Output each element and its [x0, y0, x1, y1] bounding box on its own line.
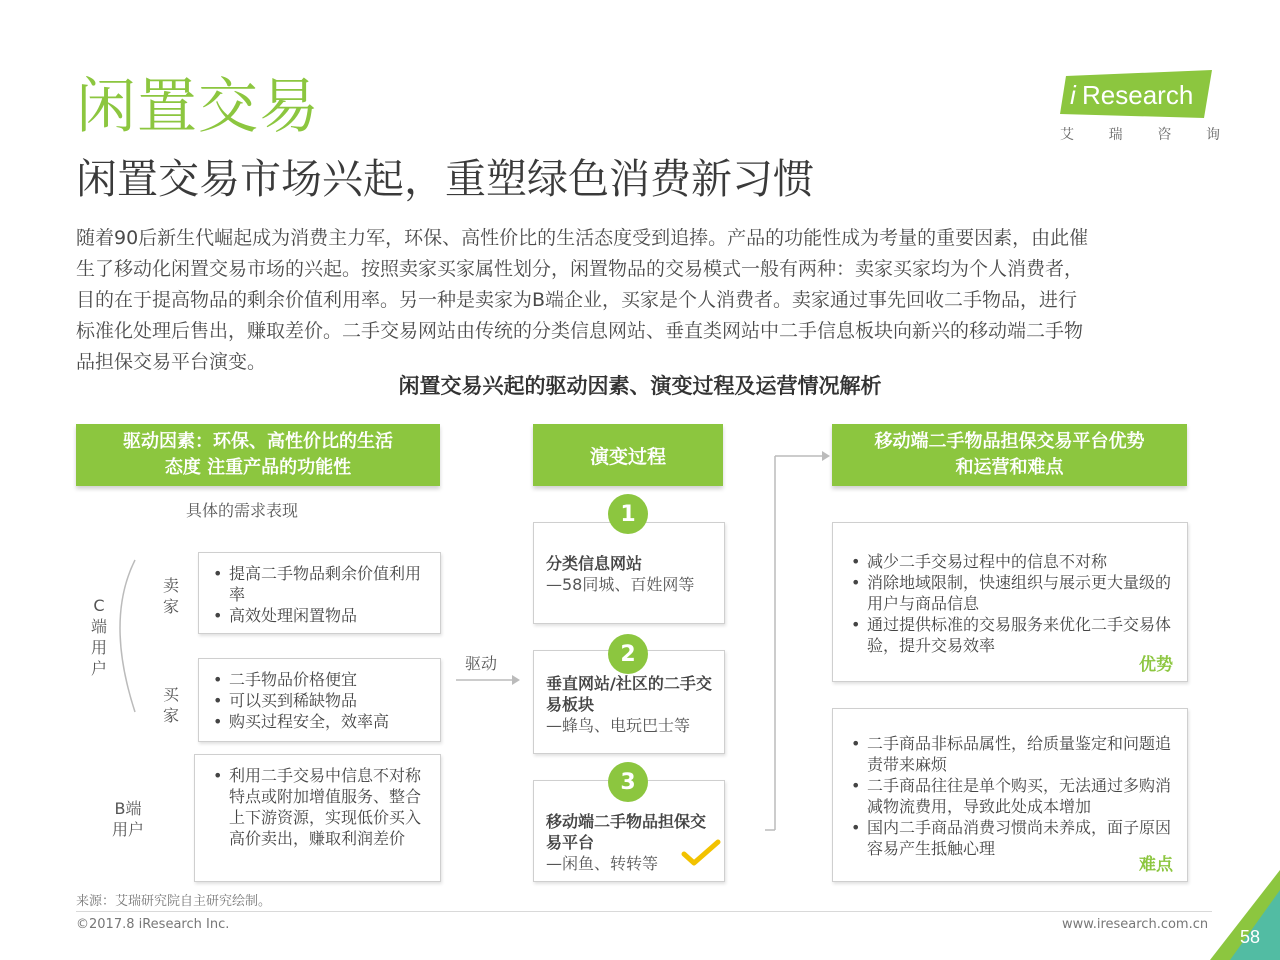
- drivers-header: [76, 424, 440, 486]
- b-user-line: 用户: [111, 820, 144, 839]
- headline: 闲置交易市场兴起，重塑绿色消费新习惯: [76, 155, 814, 203]
- step-example: —58同城、百姓网等: [546, 575, 695, 594]
- advantage-tag: 优势: [1139, 655, 1173, 675]
- buyer-item: • 可以买到稀缺物品: [207, 690, 432, 711]
- intro-line: 生了移动化闲置交易市场的兴起。按照卖家买家属性划分，闲置物品的交易模式一般有两种：卖家买家均为个人消费者，: [76, 258, 1084, 280]
- step-name: 垂直网站/社区的二手交易板块: [546, 674, 712, 714]
- difficulty-tag: 难点: [1139, 855, 1173, 875]
- logo-i: i: [1070, 80, 1076, 110]
- diagram-title: 闲置交易兴起的驱动因素、演变过程及运营情况解析: [398, 374, 882, 398]
- difficulty-item: • 二手商品非标品属性，给质量鉴定和问题追责带来麻烦: [845, 733, 1173, 775]
- step-example: —闲鱼、转转等: [546, 854, 659, 873]
- step-example: —蜂鸟、电玩巴士等: [546, 716, 691, 735]
- buyer-label: 买家: [162, 685, 179, 725]
- b-user-item: • 利用二手交易中信息不对称特点或附加增值服务、整合上下游资源，实现低价买入高价卖出，赚取利润差价: [207, 765, 426, 849]
- drivers-header-line: 驱动因素：环保、高性价比的生活: [123, 431, 393, 452]
- platform-header-line: 和运营和难点: [955, 457, 1064, 478]
- footer-divider: [76, 911, 1212, 912]
- advantages-box: [832, 522, 1188, 682]
- advantage-item: • 消除地域限制，快速组织与展示更大量级的用户与商品信息: [845, 572, 1173, 614]
- logo-sub-char: 询: [1205, 127, 1220, 143]
- step-box-1: [533, 522, 725, 624]
- platform-header: [832, 424, 1187, 486]
- demand-label: 具体的需求表现: [186, 501, 299, 520]
- difficulty-item: • 国内二手商品消费习惯尚未养成，面子原因容易产生抵触心理: [845, 817, 1173, 859]
- section-title: 闲置交易: [76, 72, 320, 142]
- buyer-box: [198, 658, 441, 742]
- step-number-2: 2: [608, 634, 648, 674]
- drivers-header-line: 态度 注重产品的功能性: [164, 457, 352, 478]
- checkmark-icon: [680, 838, 722, 868]
- source-note: 来源：艾瑞研究院自主研究绘制。: [76, 894, 272, 909]
- intro-line: 标准化处理后售出，赚取差价。二手交易网站由传统的分类信息网站、垂直类网站中二手信息板块向新兴的移动端二手物: [76, 320, 1084, 342]
- c-user-label: C端用户: [90, 596, 107, 678]
- logo-sub-char: 咨: [1157, 127, 1172, 143]
- website: www.iresearch.com.cn: [1062, 917, 1209, 932]
- advantage-item: • 通过提供标准的交易服务来优化二手交易体验，提升交易效率: [845, 614, 1173, 656]
- intro-line: 目的在于提高物品的剩余价值利用率。另一种是卖家为B端企业，买家是个人消费者。卖家通过事先回收二手物品，进行: [76, 289, 1078, 311]
- seller-label: 卖家: [162, 576, 179, 616]
- b-user-label: [108, 798, 148, 840]
- step-number-3: 3: [608, 762, 648, 802]
- seller-item: • 高效处理闲置物品: [207, 605, 432, 626]
- buyer-item: • 购买过程安全，效率高: [207, 711, 432, 732]
- buyer-item: • 二手物品价格便宜: [207, 669, 432, 690]
- advantage-item: • 减少二手交易过程中的信息不对称: [845, 551, 1173, 572]
- difficulty-item: • 二手商品往往是单个购买，无法通过多购消减物流费用，导致此处成本增加: [845, 775, 1173, 817]
- copyright: ©2017.8 iResearch Inc.: [76, 917, 230, 932]
- seller-item: • 提高二手物品剩余价值利用率: [207, 563, 432, 605]
- logo-sub-char: 瑞: [1108, 127, 1123, 143]
- intro-line: 随着90后新生代崛起成为消费主力军，环保、高性价比的生活态度受到追捧。产品的功能性成为考量的重要因素，由此催: [76, 227, 1089, 249]
- b-user-box: [194, 754, 441, 882]
- difficulties-box: [832, 708, 1188, 882]
- evolution-header: 演变过程: [533, 424, 723, 486]
- page-number: 58: [1240, 927, 1261, 947]
- step-number-1: 1: [608, 494, 648, 534]
- logo-sub-char: 艾: [1060, 127, 1074, 143]
- step-name: 分类信息网站: [546, 554, 643, 573]
- platform-header-line: 移动端二手物品担保交易平台优势: [874, 431, 1145, 452]
- step-name: 移动端二手物品担保交易平台: [546, 812, 707, 852]
- seller-box: [198, 552, 441, 634]
- logo-brand: Research: [1082, 80, 1194, 110]
- drive-label: 驱动: [465, 654, 498, 673]
- intro-line: 品担保交易平台演变。: [76, 351, 267, 373]
- b-user-line: B端: [114, 799, 142, 818]
